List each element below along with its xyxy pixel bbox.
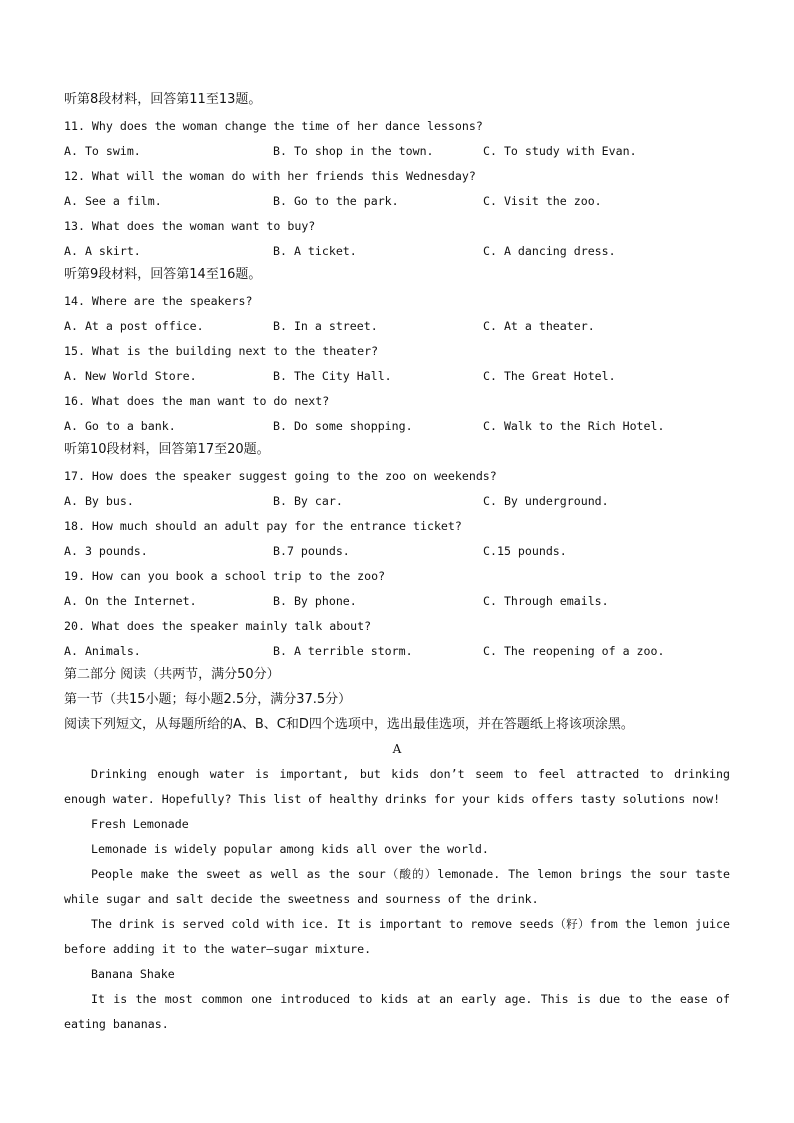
question-18: 18. How much should an adult pay for the entrance ticket?	[64, 519, 462, 533]
option-15-c: C. The Great Hotel.	[483, 369, 616, 383]
passage-paragraph-4: The drink is served cold with ice. It is important to remove seeds（籽）from the lemon juice before adding it to the water—sugar mixture.	[64, 917, 730, 956]
passage-paragraph-3: People make the sweet as well as the sour（酸的）lemonade. The lemon brings the sour taste while sugar and salt decide the sweetness and sourness of the drink.	[64, 867, 730, 906]
question-15: 15. What is the building next to the theater?	[64, 344, 379, 358]
question-11: 11. Why does the woman change the time of her dance lessons?	[64, 119, 483, 133]
option-11-b: B. To shop in the town.	[273, 144, 434, 158]
option-17-b: B. By car.	[273, 494, 343, 508]
option-18-c: C.15 pounds.	[483, 544, 567, 558]
option-20-a: A. Animals.	[64, 644, 141, 658]
option-14-a: A. At a post office.	[64, 319, 204, 333]
question-20: 20. What does the speaker mainly talk about?	[64, 619, 372, 633]
option-18-a: A. 3 pounds.	[64, 544, 148, 558]
option-14-c: C. At a theater.	[483, 319, 595, 333]
option-13-c: C. A dancing dress.	[483, 244, 616, 258]
option-13-a: A. A skirt.	[64, 244, 141, 258]
option-20-b: B. A terrible storm.	[273, 644, 413, 658]
option-12-c: C. Visit the zoo.	[483, 194, 602, 208]
question-14: 14. Where are the speakers?	[64, 294, 253, 308]
option-11-c: C. To study with Evan.	[483, 144, 637, 158]
option-19-a: A. On the Internet.	[64, 594, 197, 608]
reading-section-title: 第一节（共15小题；每小题2.5分，满分37.5分）	[64, 692, 352, 707]
option-16-a: A. Go to a bank.	[64, 419, 176, 433]
option-14-b: B. In a street.	[273, 319, 378, 333]
section-header-9: 听第9段材料，回答第14至16题。	[64, 267, 262, 282]
option-16-b: B. Do some shopping.	[273, 419, 413, 433]
passage-paragraph-2: Lemonade is widely popular among kids all over the world.	[91, 842, 489, 856]
option-18-b: B.7 pounds.	[273, 544, 350, 558]
reading-part-title: 第二部分 阅读（共两节，满分50分）	[64, 667, 280, 682]
question-19: 19. How can you book a school trip to the zoo?	[64, 569, 386, 583]
option-19-c: C. Through emails.	[483, 594, 609, 608]
reading-instructions: 阅读下列短文，从每题所给的A、B、C和D四个选项中，选出最佳选项，并在答题纸上将该项涂黑。	[64, 717, 634, 732]
passage-paragraph-1: Drinking enough water is important, but kids don’t seem to feel attracted to drinking enough water. Hopefully? This list of healthy drinks for your kids offers tasty solutions now!	[64, 767, 730, 806]
option-17-a: A. By bus.	[64, 494, 134, 508]
question-12: 12. What will the woman do with her friends this Wednesday?	[64, 169, 476, 183]
passage-label: A	[392, 742, 402, 756]
section-header-8: 听第8段材料，回答第11至13题。	[64, 92, 262, 107]
option-19-b: B. By phone.	[273, 594, 357, 608]
option-13-b: B. A ticket.	[273, 244, 357, 258]
option-16-c: C. Walk to the Rich Hotel.	[483, 419, 665, 433]
passage-heading-banana: Banana Shake	[91, 967, 175, 981]
section-header-10: 听第10段材料，回答第17至20题。	[64, 442, 270, 457]
question-17: 17. How does the speaker suggest going to the zoo on weekends?	[64, 469, 497, 483]
option-20-c: C. The reopening of a zoo.	[483, 644, 665, 658]
option-11-a: A. To swim.	[64, 144, 141, 158]
option-12-b: B. Go to the park.	[273, 194, 399, 208]
question-13: 13. What does the woman want to buy?	[64, 219, 316, 233]
question-16: 16. What does the man want to do next?	[64, 394, 330, 408]
passage-heading-lemonade: Fresh Lemonade	[91, 817, 189, 831]
option-17-c: C. By underground.	[483, 494, 609, 508]
option-12-a: A. See a film.	[64, 194, 162, 208]
option-15-b: B. The City Hall.	[273, 369, 392, 383]
passage-paragraph-5: It is the most common one introduced to kids at an early age. This is due to the ease of eating bananas.	[64, 992, 730, 1031]
option-15-a: A. New World Store.	[64, 369, 197, 383]
